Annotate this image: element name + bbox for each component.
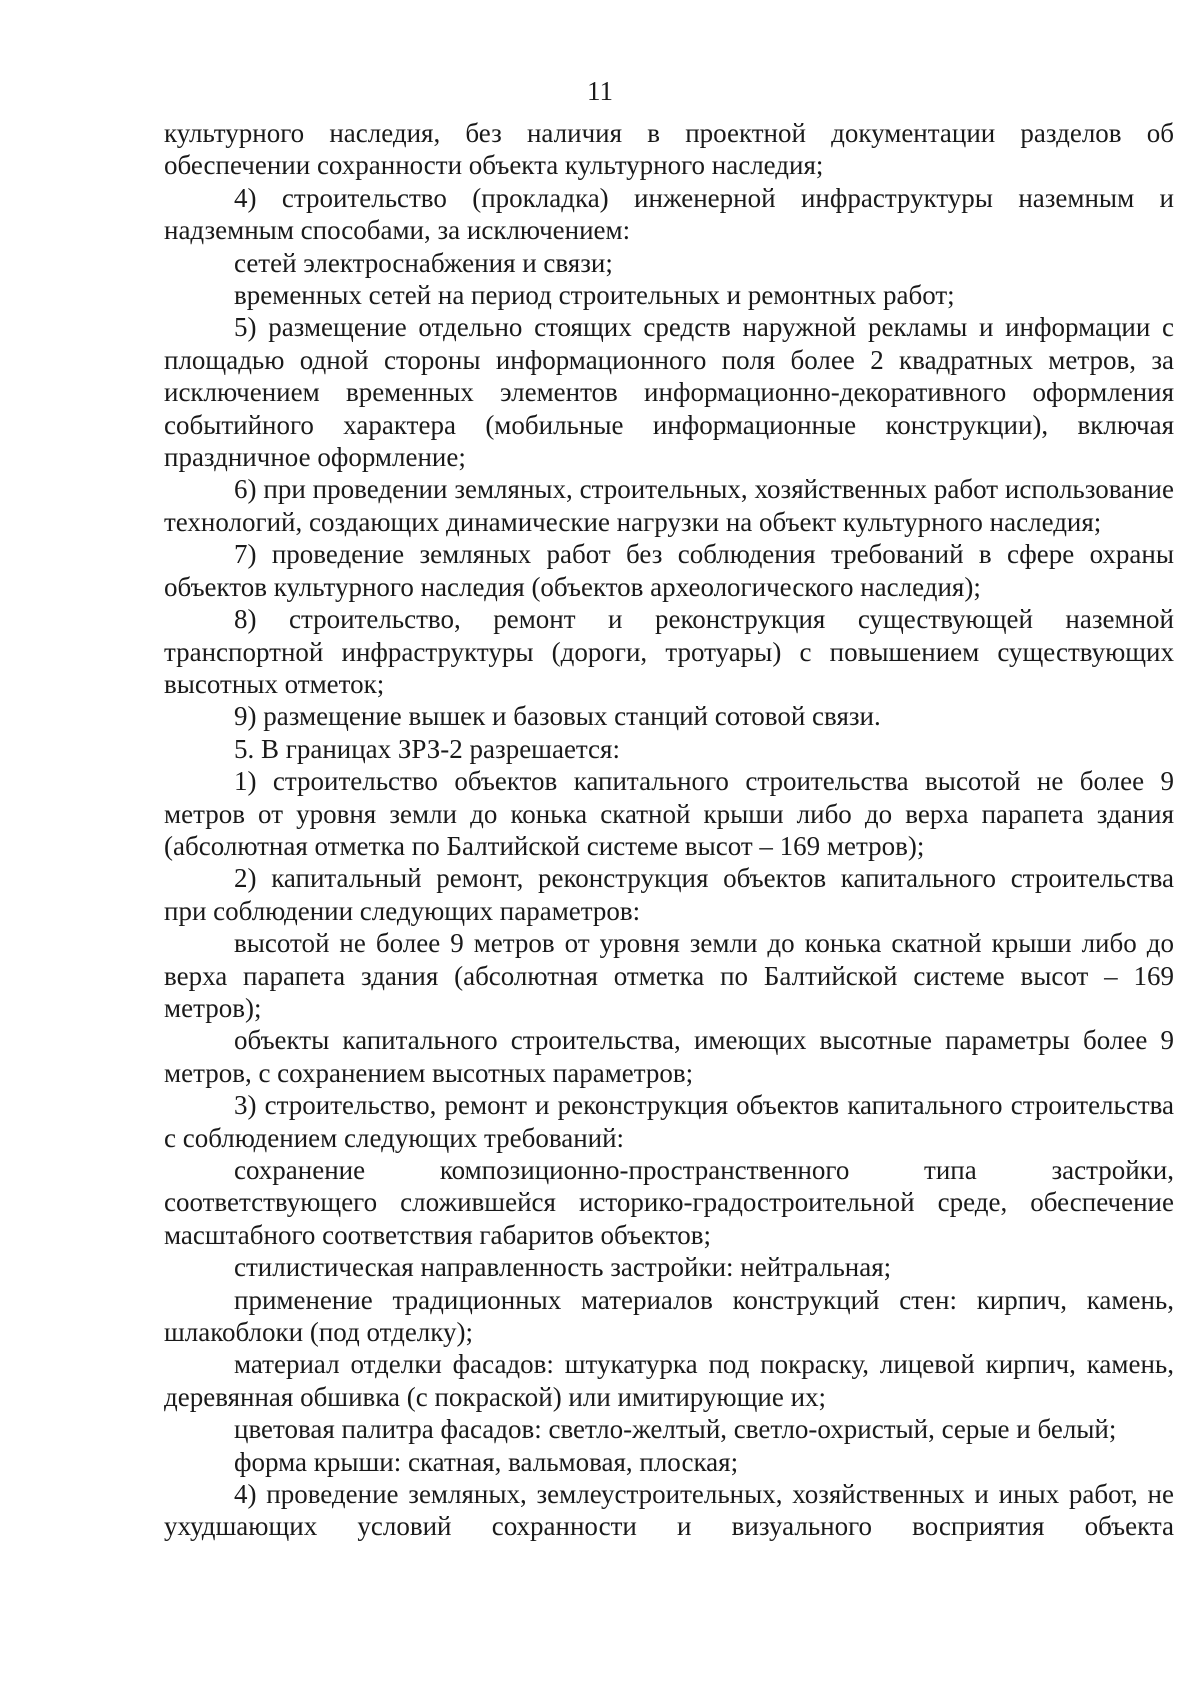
paragraph: 2) капитальный ремонт, реконструкция объектов капитального строительства при соблюдении следующих параметров: xyxy=(164,863,1174,926)
paragraph: 5) размещение отдельно стоящих средств наружной рекламы и информации с площадью одной стороны информационного поля более 2 квадратных метров, за исключением временных элементов информационно-декоративного оформления событийного характера (мобильные информационные конструкции), включая праздничное оформление; xyxy=(164,312,1174,473)
paragraph: 5. В границах ЗРЗ-2 разрешается: xyxy=(234,733,620,764)
paragraph: 6) при проведении земляных, строительных, хозяйственных работ использование технологий, создающих динамические нагрузки на объект культурного наследия; xyxy=(164,474,1174,537)
paragraph: объекты капитального строительства, имеющих высотные параметры более 9 метров, с сохранением высотных параметров; xyxy=(164,1025,1174,1088)
document-body xyxy=(164,117,1174,1543)
paragraph: культурного наследия, без наличия в проектной документации разделов об обеспечении сохранности объекта культурного наследия; xyxy=(164,118,1174,181)
paragraph: цветовая палитра фасадов: светло-желтый, светло-охристый, серые и белый; xyxy=(234,1414,1117,1445)
paragraph: форма крыши: скатная, вальмовая, плоская; xyxy=(234,1446,739,1477)
paragraph: 3) строительство, ремонт и реконструкция объектов капитального строительства с соблюдением следующих требований: xyxy=(164,1090,1174,1153)
paragraph: материал отделки фасадов: штукатурка под покраску, лицевой кирпич, камень, деревянная обшивка (с покраской) или имитирующие их; xyxy=(164,1349,1174,1412)
paragraph: 1) строительство объектов капитального строительства высотой не более 9 метров от уровня земли до конька скатной крыши либо до верха парапета здания (абсолютная отметка по Балтийской системе высот – 169 метров); xyxy=(164,766,1174,861)
paragraph: 4) проведение земляных, землеустроительных, хозяйственных и иных работ, не ухудшающих условий сохранности и визуального восприятия объекта xyxy=(164,1479,1174,1542)
paragraph: 9) размещение вышек и базовых станций сотовой связи. xyxy=(234,701,881,732)
paragraph: сетей электроснабжения и связи; xyxy=(234,247,613,278)
paragraph: сохранение композиционно-пространственного типа застройки, соответствующего сложившейся историко-градостроительной среде, обеспечение масштабного соответствия габаритов объектов; xyxy=(164,1155,1174,1250)
paragraph: 8) строительство, ремонт и реконструкция существующей наземной транспортной инфраструктуры (дороги, тротуары) с повышением существующих высотных отметок; xyxy=(164,604,1174,699)
paragraph: применение традиционных материалов конструкций стен: кирпич, камень, шлакоблоки (под отделку); xyxy=(164,1284,1174,1348)
paragraph: высотой не более 9 метров от уровня земли до конька скатной крыши либо до верха парапета здания (абсолютная отметка по Балтийской системе высот – 169 метров); xyxy=(164,928,1174,1023)
paragraph: 4) строительство (прокладка) инженерной инфраструктуры наземным и надземным способами, за исключением: xyxy=(164,182,1174,246)
paragraph: стилистическая направленность застройки: нейтральная; xyxy=(234,1252,892,1283)
page-number: 11 xyxy=(587,76,613,106)
paragraph: 7) проведение земляных работ без соблюдения требований в сфере охраны объектов культурного наследия (объектов археологического наследия); xyxy=(164,539,1174,602)
paragraph: временных сетей на период строительных и ремонтных работ; xyxy=(234,280,955,311)
